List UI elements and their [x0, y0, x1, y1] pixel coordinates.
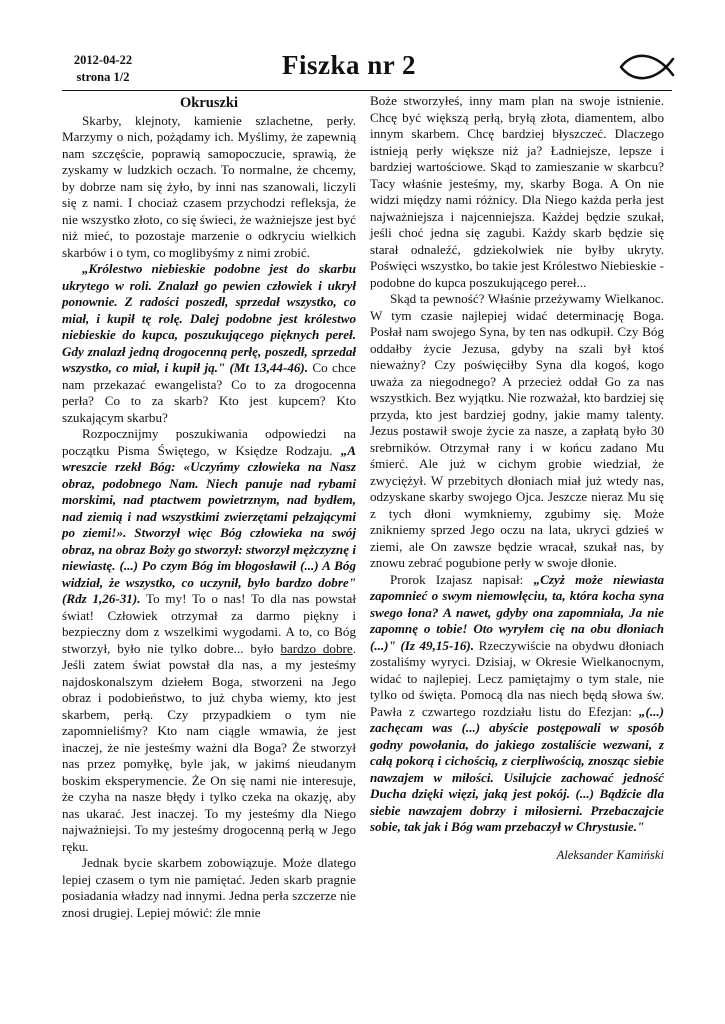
right-column	[370, 93, 664, 863]
header-meta	[60, 52, 146, 86]
right-paragraph-2: Skąd ta pewność? Właśnie przeżywamy Wielkanoc. W tym czasie najlepiej widać determinację Boga. Posłał nam swojego Syna, by ten nas odkupił. Czy Bóg oddałby życie Jezusa, gdyby na szali był ktoś nieważny? Czy poświęciłby Syna dla kogoś, kogo uważa za niegodnego? A przecież oddał Go za nas wszystkich. Bez wyjątku. Nie rozważał, kto bardziej się przyda, kto jest bardziej godny, jakie mamy talenty. Jezus postawił swoje życie za nasze, a zapłatą było 30 srebrników. Otrzymał rany i w końcu zadano Mu śmierć. Ale już w cichym grobie wiedział, że zwyciężył. W przebitych dłoniach miał już wtedy nas, odzyskane skarby swojego Ojca. Jeszcze nieraz Mu się z tych dłoni wymkniemy, zgubimy się. Może znikniemy sprzed Jego oczu na lata, ukryci gdzieś w ziemi, ale On zawsze będzie wracał, szukał nas, by znowu zebrać pogubione perły w swoje dłonie.	[370, 291, 664, 570]
left-paragraph-3-intro: Rozpocznijmy poszukiwania odpowiedzi na początku Pisma Świętego, w Księdze Rodzaju.	[62, 426, 356, 458]
left-paragraph-1: Skarby, klejnoty, kamienie szlachetne, perły. Marzymy o nich, pożądamy ich. Myślimy, że zapewnią nam szczęście, poprawią samopoczucie, sprawią, że zyskamy w ludzkich oczach. To normalne, że chcemy, by dobrze nam się żyło, by inni nas szanowali, liczyli się z nami. I chociaż czasem przychodzi refleksja, że nie wszystko złoto, co się świeci, że ważniejsze jest być niż mieć, to pozostaje marzenie o odkryciu wielkich skarbów i o tym, co moglibyśmy z nimi zrobić.	[62, 112, 356, 260]
header-page-number: strona 1/2	[76, 70, 130, 84]
isaiah-quote: „Czyż może niewiasta zapomnieć o swym niemowlęciu, ta, która kocha syna swego łona? A nawet, gdyby ona zapomniała, Ja nie zapomnę o tobie! Oto wyryłem cię na obu dłoniach (...)" (Iz 49,15-16).	[370, 571, 665, 653]
article-heading: Okruszki	[179, 95, 238, 111]
ephesians-quote: „(...) zachęcam was (...) abyście postępowali w sposób godny powołania, do jakiego zostaliście wezwani, z całą pokorą i cichością, z cierpliwością, znosząc siebie nawzajem w miłości. Usilujcie zachować jedność Ducha dzięki więzi, jaką jest pokój. (...) Bądźcie dla siebie nawzajem dobrzy i miłosierni. Przebaczajcie sobie, tak jak i Bóg wam przebaczył w Chrystusie."	[370, 703, 664, 834]
left-paragraph-2-text: Co chce nam przekazać ewangelista? Co to za drogocenna perła? Co to za skarb? Kto jest kupcem? Kto szukającym skarbu?	[62, 360, 356, 425]
matthew-quote: „Królestwo niebieskie podobne jest do skarbu ukrytego w roli. Znalazł go pewien człowiek i ukrył ponownie. Z radości poszedł, sprzedał wszystko, co miał, i kupił tę rolę. Dalej podobne jest królestwo niebieskie do kupca, poszukującego pięknych pereł. Gdy znalazł jedną drogocenną perłę, poszedł, sprzedał wszystko, co miał, i kupił ją." (Mt 13,44-46).	[62, 261, 356, 375]
left-paragraph-2	[62, 261, 356, 426]
header-date: 2012-04-22	[73, 53, 133, 67]
right-paragraph-3-intro: Prorok Izajasz napisał:	[390, 571, 534, 587]
underlined-phrase: bardzo dobre	[280, 640, 353, 656]
author-signature: Aleksander Kamiński	[556, 847, 664, 862]
right-paragraph-3	[370, 572, 664, 836]
left-paragraph-4: Jednak bycie skarbem zobowiązuje. Może dlatego lepiej czasem o tym nie pamiętać. Jeden skarb pragnie posiadania władzy nad innymi. Jedna perła szczerze nie znosi drugiej. Lepiej mówić: źle mnie	[62, 855, 356, 920]
right-paragraph-3-mid: Rzeczywiście na obydwu dłoniach zostaliśmy wyryci. Dzisiaj, w Okresie Wielkanocnym, widać to najlepiej. Lecz pamiętajmy o tym stale, nie tylko od święta. Pomocą dla nas niech będą słowa św. Pawła z czwartego rozdziału listu do Efezjan:	[370, 637, 664, 719]
right-paragraph-1: Boże stworzyłeś, inny mam plan na swoje istnienie. Chcę być większą perłą, bryłą złota, diamentem, albo innym skarbem. Chcę bardziej błyszczeć. Dlaczego istnieją perły większe niż ja? Ładniejsze, lepsze i bardziej wartościowe. Skąd to zamieszanie w skarbcu? Tacy właśnie jesteśmy, my, skarby Boga. A On nie widzi między nami różnicy. Dla Niego każda perła jest najważniejsza i najcenniejsza. Każdej będzie szukał, jeśli choć jedna się zagubi. Każdy skarb będzie się starał odnaleźć, gdziekolwiek nie byłby ukryty. Poświęci wszystko, bo takie jest Królestwo Niebieskie - podobne do kupca poszukującego pereł...	[370, 93, 664, 290]
ichthys-fish-icon	[619, 54, 675, 80]
header-divider	[62, 90, 672, 91]
left-paragraph-3	[62, 426, 356, 855]
genesis-quote: „A wreszcie rzekł Bóg: «Uczyńmy człowieka na Nasz obraz, podobnego Nam. Niech panuje nad rybami morskimi, nad ptactwem powietrznym, nad bydłem, nad ziemią i nad wszystkimi zwierzętami pełzającymi po ziemi!». Stworzył więc Bóg człowieka na swój obraz, na obraz Boży go stworzył: stworzył mężczyznę i niewiastę. (...) Po czym Bóg im błogosławił (...) A Bóg widział, że wszystko, co uczynił, było bardzo dobre" (Rdz 1,26-31).	[62, 442, 356, 606]
left-paragraph-3-mid: To my! To o nas! To dla nas powstał świat! Człowiek otrzymał za darmo piękny i bezpieczny dom z wszelkimi wygodami. A to, co Bóg stworzył, było nie tylko dobre... było	[62, 591, 356, 656]
left-paragraph-3-end: . Jeśli zatem świat powstał dla nas, a my jesteśmy najdoskonalszym dziełem Boga, stworzeni na Jego obraz i podobieństwo, to już chyba wiemy, kto jest skarbem, perłą. Czy przypadkiem o tym nie zapomnieliśmy? Kto nam ciągle wmawia, że jest inaczej, że nie jesteśmy ważni dla Boga? Że stworzył nas przez pomyłkę, byle jak, w jakimś nieudanym boskim eksperymencie. Że On się nami nie interesuje, że czyha na nasze błędy i tylko czeka na okazję, aby nas ukarać. Jest inaczej. To my jesteśmy dla Niego najważniejsi. To my jesteśmy drogocenną perłą w Jego ręku.	[62, 640, 356, 854]
page-title: Fiszka nr 2	[282, 50, 417, 80]
left-column	[62, 93, 356, 921]
